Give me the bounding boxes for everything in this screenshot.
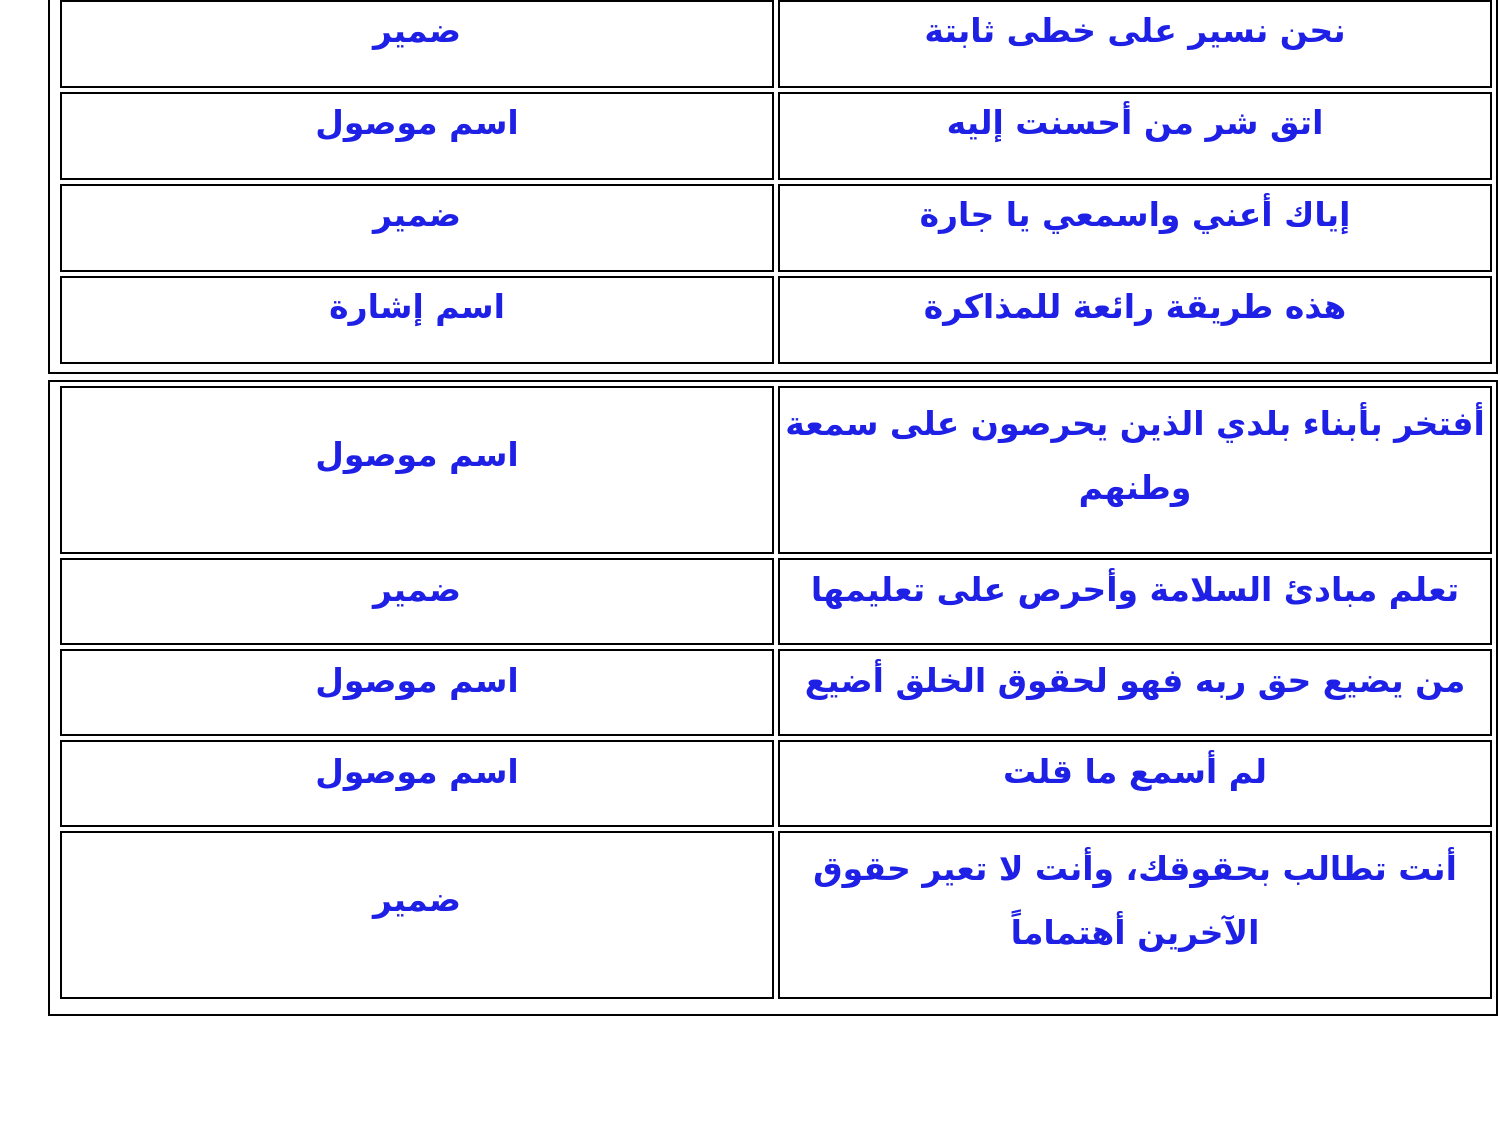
answer-cell: اسم موصول	[60, 92, 774, 180]
sentence-cell: أفتخر بأبناء بلدي الذين يحرصون على سمعة وطنهم	[778, 386, 1492, 554]
table-row	[52, 384, 1494, 556]
grammar-table-2	[48, 380, 1498, 1016]
answer-cell: اسم موصول	[60, 649, 774, 736]
sentence-cell: من يضيع حق ربه فهو لحقوق الخلق أضيع	[778, 649, 1492, 736]
table-row	[52, 738, 1494, 829]
table-row	[52, 556, 1494, 647]
answer-cell: اسم إشارة	[60, 276, 774, 364]
sentence-cell: أنت تطالب بحقوقك، وأنت لا تعير حقوق الآخرين أهتماماً	[778, 831, 1492, 999]
sentence-cell: هذه طريقة رائعة للمذاكرة	[778, 276, 1492, 364]
table-row	[52, 274, 1494, 366]
sentence-cell: اتق شر من أحسنت إليه	[778, 92, 1492, 180]
sentence-cell: نحن نسير على خطى ثابتة	[778, 0, 1492, 88]
sentence-cell: تعلم مبادئ السلامة وأحرص على تعليمها	[778, 558, 1492, 645]
answer-cell: ضمير	[60, 0, 774, 88]
table-row	[52, 829, 1494, 1001]
sentence-cell: إياك أعني واسمعي يا جارة	[778, 184, 1492, 272]
table-row	[52, 647, 1494, 738]
table-row	[52, 0, 1494, 90]
table-row	[52, 90, 1494, 182]
sentence-cell: لم أسمع ما قلت	[778, 740, 1492, 827]
answer-cell: اسم موصول	[60, 386, 774, 554]
answer-cell: ضمير	[60, 558, 774, 645]
answer-cell: ضمير	[60, 831, 774, 999]
table-row	[52, 182, 1494, 274]
answer-cell: اسم موصول	[60, 740, 774, 827]
answer-cell: ضمير	[60, 184, 774, 272]
grammar-table-1	[48, 0, 1498, 374]
